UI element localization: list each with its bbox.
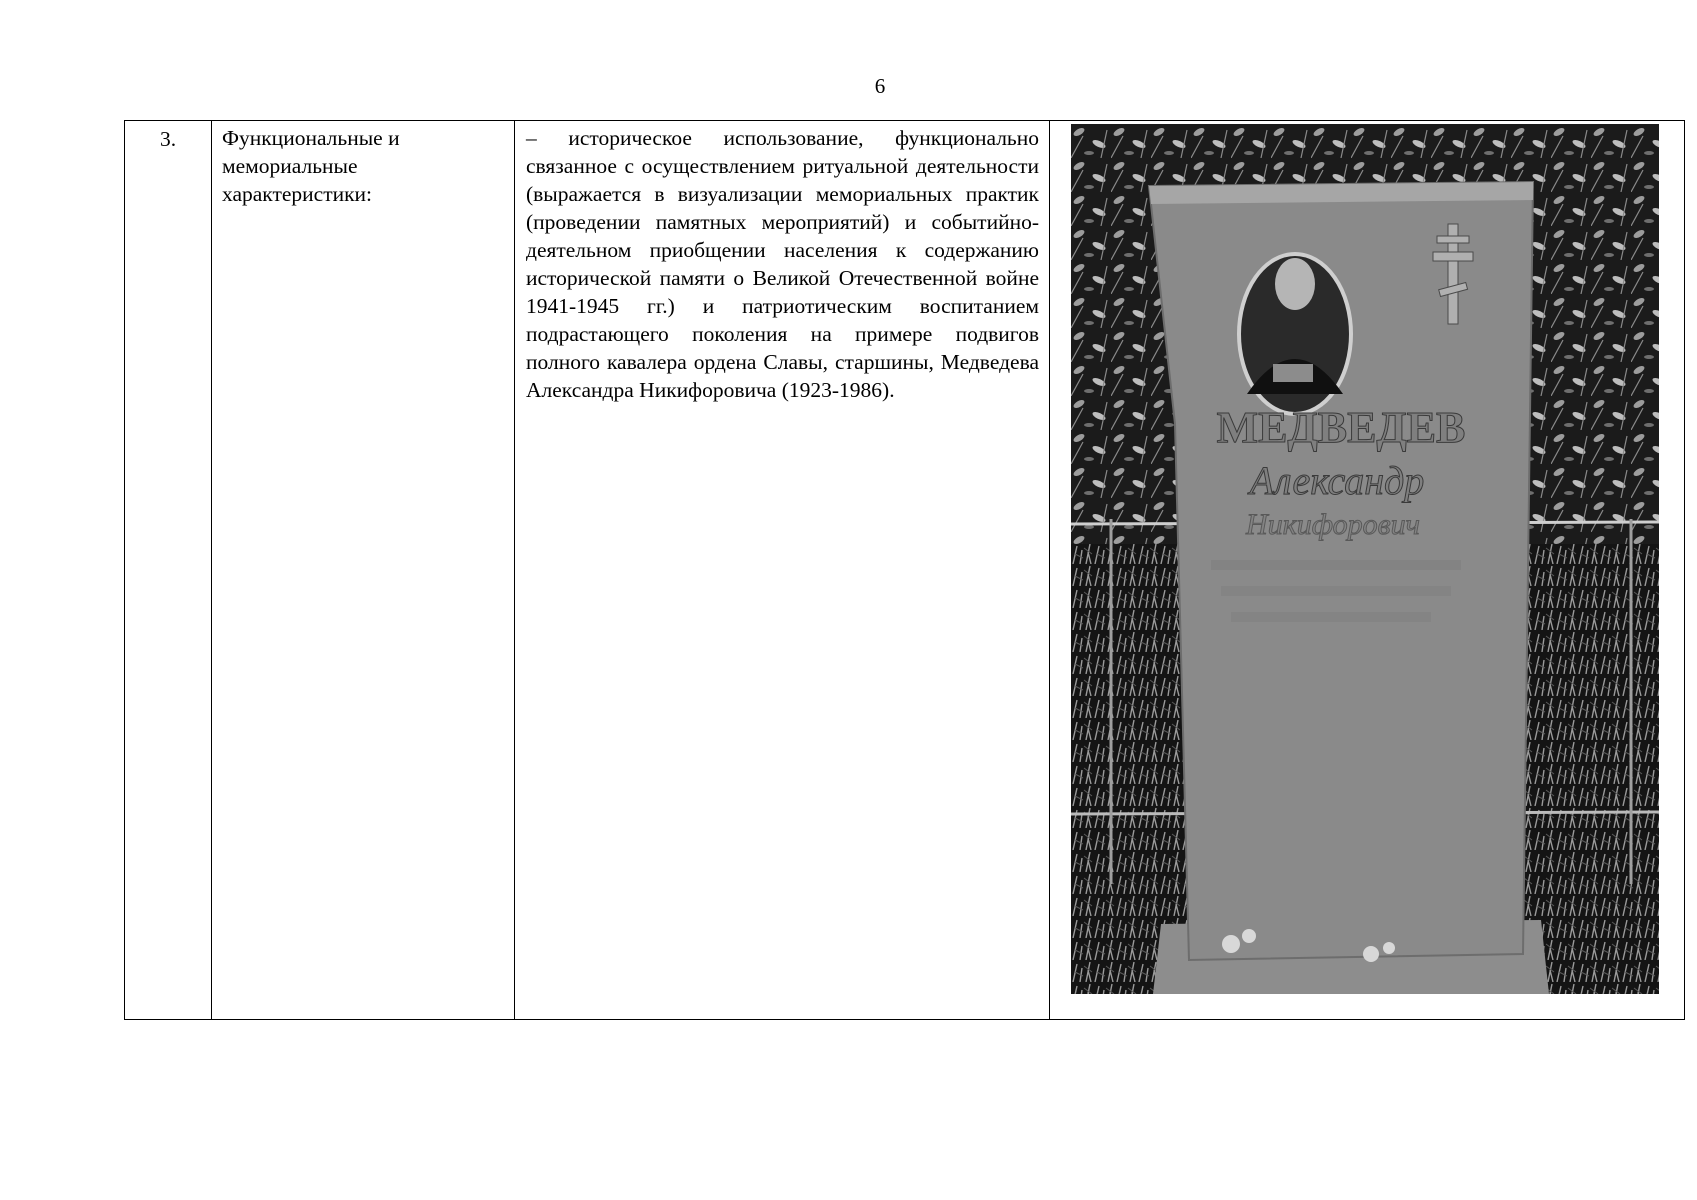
row-description: – историческое использование, функционально связанное с осуществлением ритуальной деятельности (выражается в визуализации мемориальных практик (проведении памятных мероприятий) и событийно-деятельном приобщении населения к содержанию исторической памяти о Великой Отечественной войне 1941-1945 гг.) и патриотическим воспитанием подрастающего поколения на примере подвигов полного кавалера ордена Славы, старшины, Медведева Александра Никифоровича (1923-1986). [526, 126, 1039, 402]
page-number: 6 [874, 74, 886, 98]
row-index: 3. [159, 127, 177, 151]
surname-inscription: МЕДВЕДЕВ [1216, 403, 1466, 452]
row-description-cell [515, 121, 1050, 1020]
gravestone-photo [1071, 124, 1659, 994]
row-index-cell [125, 121, 212, 1020]
name-inscription: Александр [1249, 458, 1425, 503]
patronymic-inscription: Никифорович [1246, 508, 1420, 541]
row-title-cell [212, 121, 515, 1020]
row-title: Функциональные и мемориальные характеристики: [222, 126, 400, 206]
